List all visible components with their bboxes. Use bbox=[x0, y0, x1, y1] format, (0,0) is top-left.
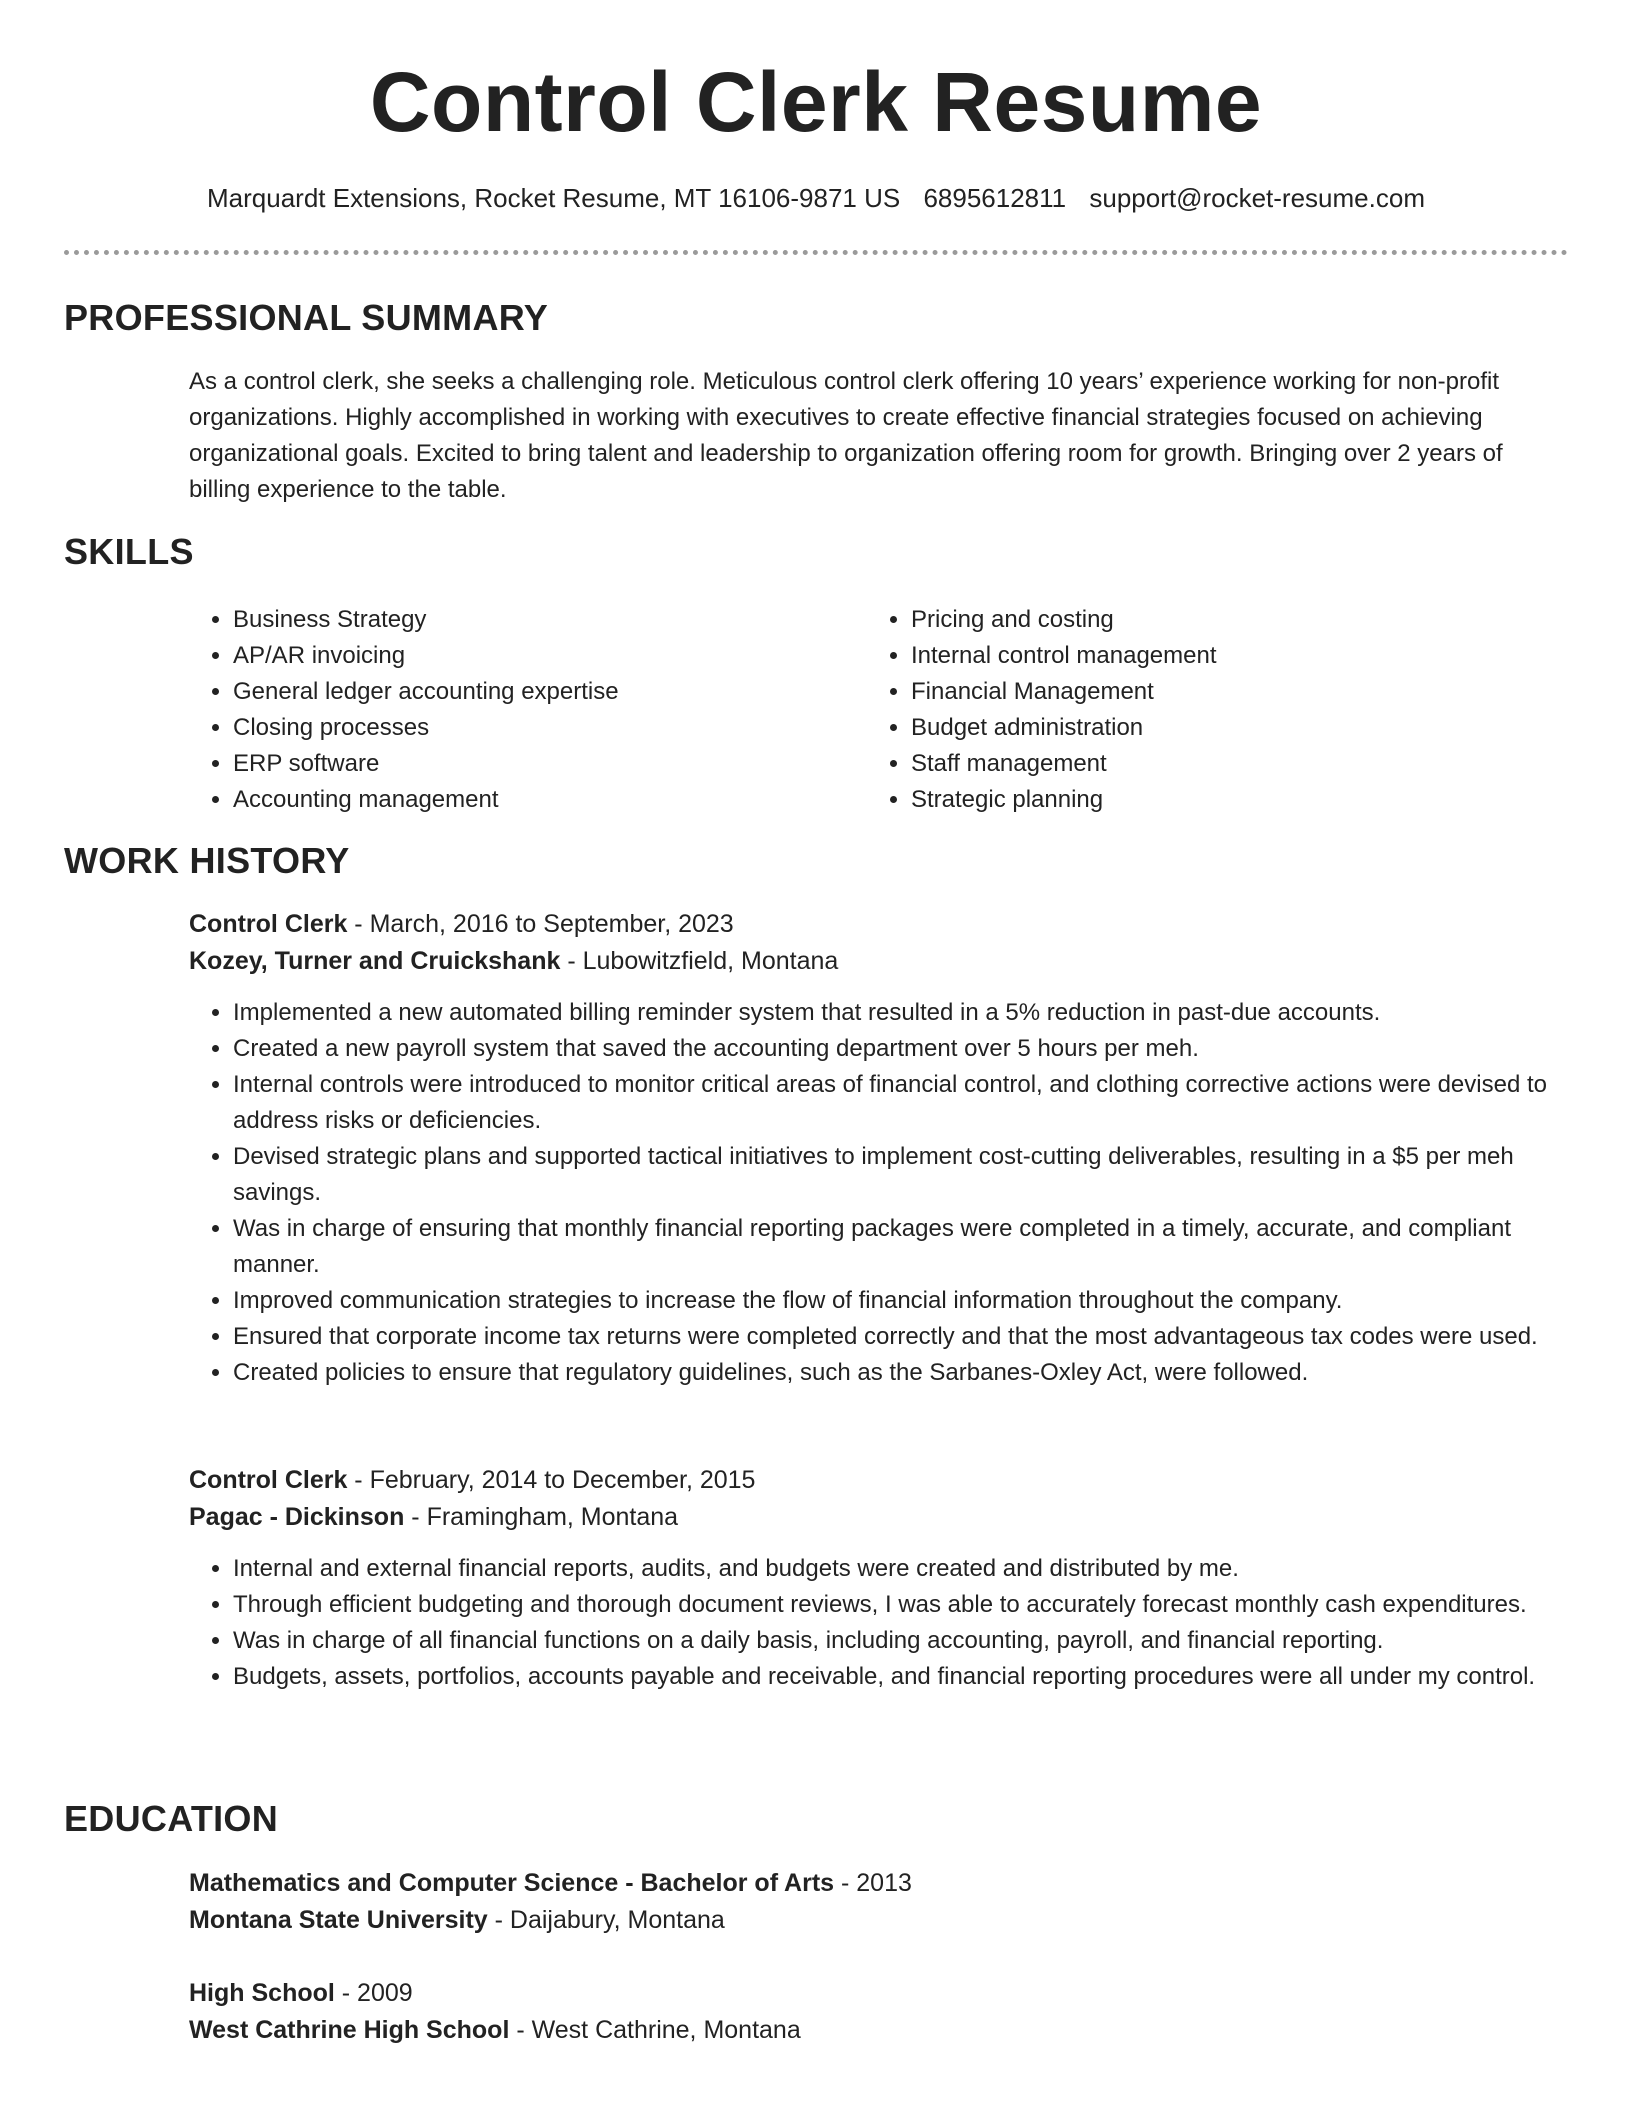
job-entry bbox=[189, 906, 1568, 1391]
job-title: Control Clerk bbox=[189, 910, 348, 938]
skills-list bbox=[189, 602, 1568, 818]
skill-item: • Internal control management bbox=[911, 638, 1545, 674]
job-bullet: • Created a new payroll system that saved the accounting department over 5 hours per meh. bbox=[233, 1031, 1568, 1067]
contact-address: Marquardt Extensions, Rocket Resume, MT 16106-9871 US bbox=[207, 183, 901, 213]
job-dates: - February, 2014 to December, 2015 bbox=[347, 1466, 756, 1494]
job-bullet: • Ensured that corporate income tax returns were completed correctly and that the most advantageous tax codes were used. bbox=[233, 1319, 1568, 1355]
skill-item: • AP/AR invoicing bbox=[233, 638, 867, 674]
education-location: - West Cathrine, Montana bbox=[509, 2016, 801, 2044]
skill-item: • General ledger accounting expertise bbox=[233, 674, 867, 710]
education-degree: Mathematics and Computer Science - Bachelor of Arts bbox=[189, 1869, 835, 1897]
job-company-line bbox=[189, 943, 1568, 980]
page-title: Control Clerk Resume bbox=[369, 55, 1263, 149]
skill-item: • Business Strategy bbox=[233, 602, 867, 638]
skill-item: • Budget administration bbox=[911, 710, 1545, 746]
skill-item: • ERP software bbox=[233, 746, 867, 782]
job-entry bbox=[189, 1462, 1568, 1695]
education-year: - 2013 bbox=[834, 1869, 912, 1897]
skill-item: • Strategic planning bbox=[911, 782, 1545, 818]
skill-item: • Pricing and costing bbox=[911, 602, 1545, 638]
job-bullet: • Improved communication strategies to increase the flow of financial information throughout the company. bbox=[233, 1283, 1568, 1319]
skill-item: • Accounting management bbox=[233, 782, 867, 818]
skills-column-right bbox=[867, 602, 1545, 818]
job-company-line bbox=[189, 1499, 1568, 1536]
education-location: - Daijabury, Montana bbox=[487, 1906, 725, 1934]
summary-text: As a control clerk, she seeks a challenging role. Meticulous control clerk offering 10 years’ experience working for non-profit organizations. Highly accomplished in working with executives to create effective financial strategies focused on achieving organizational goals. Excited to bring talent and leadership to organization offering room for growth. Bringing over 2 years of billing experience to the table. bbox=[189, 368, 1503, 503]
job-dates: - March, 2016 to September, 2023 bbox=[347, 910, 734, 938]
education-entry bbox=[189, 1865, 1568, 1939]
job-location: - Lubowitzfield, Montana bbox=[560, 947, 839, 975]
section-heading-education: EDUCATION bbox=[64, 1798, 279, 1839]
job-bullet: • Devised strategic plans and supported tactical initiatives to implement cost-cutting deliverables, resulting in a $5 per meh savings. bbox=[233, 1139, 1568, 1211]
job-bullets bbox=[189, 995, 1568, 1391]
section-heading-summary: PROFESSIONAL SUMMARY bbox=[64, 297, 549, 338]
section-heading-skills: SKILLS bbox=[64, 531, 194, 572]
job-title-line bbox=[189, 1462, 1568, 1499]
job-company: Pagac - Dickinson bbox=[189, 1503, 405, 1531]
education-school-line bbox=[189, 1902, 1568, 1939]
job-bullet: • Through efficient budgeting and thorough document reviews, I was able to accurately forecast monthly cash expenditures. bbox=[233, 1587, 1568, 1623]
education-degree: High School bbox=[189, 1979, 335, 2007]
education-school-line bbox=[189, 2012, 1568, 2049]
job-title: Control Clerk bbox=[189, 1466, 348, 1494]
skill-item: • Financial Management bbox=[911, 674, 1545, 710]
skills-column-left bbox=[189, 602, 867, 818]
education-degree-line bbox=[189, 1975, 1568, 2012]
education-year: - 2009 bbox=[334, 1979, 413, 2007]
header-divider bbox=[64, 250, 1568, 255]
contact-phone: 6895612811 bbox=[923, 183, 1067, 213]
education-school: West Cathrine High School bbox=[189, 2016, 510, 2044]
job-bullet: • Implemented a new automated billing reminder system that resulted in a 5% reduction in past-due accounts. bbox=[233, 995, 1568, 1031]
contact-line bbox=[0, 180, 1632, 216]
education-school: Montana State University bbox=[189, 1906, 488, 1934]
job-bullet: • Budgets, assets, portfolios, accounts payable and receivable, and financial reporting procedures were all under my control. bbox=[233, 1659, 1568, 1695]
job-bullet: • Was in charge of all financial functions on a daily basis, including accounting, payroll, and financial reporting. bbox=[233, 1623, 1568, 1659]
job-location: - Framingham, Montana bbox=[404, 1503, 679, 1531]
section-heading-work-history: WORK HISTORY bbox=[64, 840, 350, 881]
job-bullets bbox=[189, 1551, 1568, 1695]
contact-email: support@rocket-resume.com bbox=[1089, 183, 1425, 213]
job-bullet: • Internal and external financial reports, audits, and budgets were created and distributed by me. bbox=[233, 1551, 1568, 1587]
job-bullet: • Created policies to ensure that regulatory guidelines, such as the Sarbanes-Oxley Act, were followed. bbox=[233, 1355, 1568, 1391]
job-bullet: • Was in charge of ensuring that monthly financial reporting packages were completed in a timely, accurate, and compliant manner. bbox=[233, 1211, 1568, 1283]
job-bullet: • Internal controls were introduced to monitor critical areas of financial control, and clothing corrective actions were devised to address risks or deficiencies. bbox=[233, 1067, 1568, 1139]
education-degree-line bbox=[189, 1865, 1568, 1902]
skill-item: • Closing processes bbox=[233, 710, 867, 746]
job-title-line bbox=[189, 906, 1568, 943]
job-company: Kozey, Turner and Cruickshank bbox=[189, 947, 561, 975]
education-entry bbox=[189, 1975, 1568, 2049]
skill-item: • Staff management bbox=[911, 746, 1545, 782]
